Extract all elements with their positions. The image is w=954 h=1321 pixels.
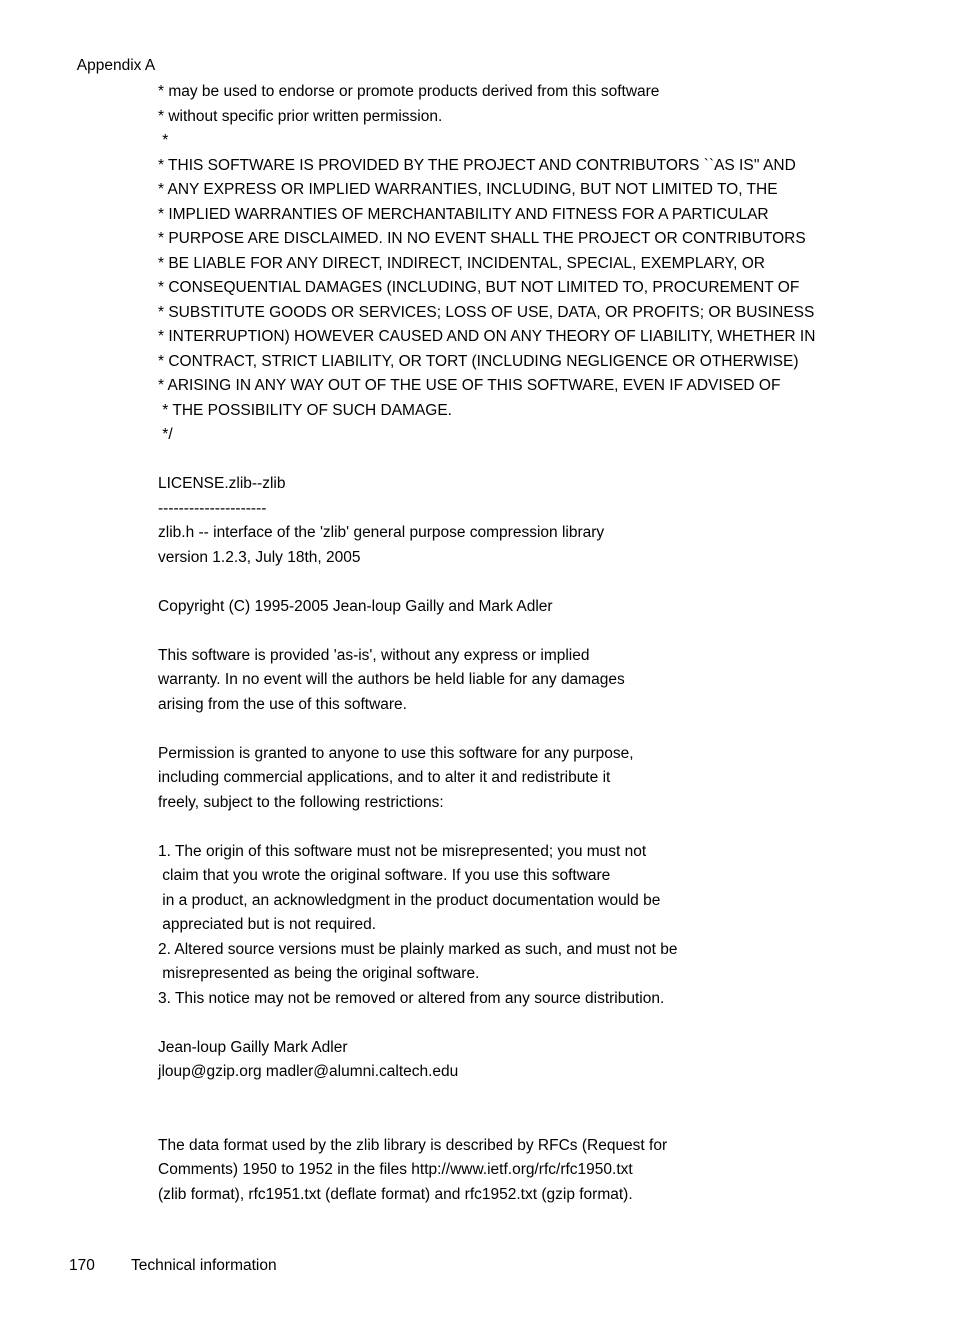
footer-section-title: Technical information — [131, 1257, 277, 1274]
text-line: Permission is granted to anyone to use this software for any purpose, — [158, 744, 634, 762]
blank-line — [158, 619, 918, 644]
blank-line — [158, 1109, 918, 1134]
text-line: * — [158, 132, 169, 149]
header-section-title: Appendix A — [76, 57, 156, 74]
author-names: Jean-loup Gailly Mark Adler — [158, 1038, 348, 1056]
blank-line — [158, 1011, 918, 1036]
restriction-item: 2. Altered source versions must be plainly marked as such, and must not be — [158, 940, 678, 958]
text-line: * IMPLIED WARRANTIES OF MERCHANTABILITY AND FITNESS FOR A PARTICULAR — [158, 205, 769, 223]
restriction-item: 1. The origin of this software must not be misrepresented; you must not — [158, 842, 647, 860]
text-line: warranty. In no event will the authors be held liable for any damages — [158, 671, 625, 688]
text-line: * BE LIABLE FOR ANY DIRECT, INDIRECT, INCIDENTAL, SPECIAL, EXEMPLARY, OR — [158, 254, 765, 272]
text-line: freely, subject to the following restrictions: — [158, 793, 444, 811]
restriction-item: 3. This notice may not be removed or altered from any source distribution. — [158, 989, 665, 1007]
text-line: This software is provided 'as-is', without any express or implied — [158, 646, 590, 664]
text-line: claim that you wrote the original software. If you use this software — [158, 867, 611, 884]
text-line: * without specific prior written permission. — [158, 107, 443, 125]
text-line: * PURPOSE ARE DISCLAIMED. IN NO EVENT SHALL THE PROJECT OR CONTRIBUTORS — [158, 230, 806, 247]
text-line: * ARISING IN ANY WAY OUT OF THE USE OF THIS SOFTWARE, EVEN IF ADVISED OF — [158, 377, 781, 394]
text-line: * THE POSSIBILITY OF SUCH DAMAGE. — [158, 401, 452, 419]
copyright-line: Copyright (C) 1995-2005 Jean-loup Gailly and Mark Adler — [158, 597, 553, 615]
text-line: * ANY EXPRESS OR IMPLIED WARRANTIES, INCLUDING, BUT NOT LIMITED TO, THE — [158, 181, 778, 198]
text-line: * SUBSTITUTE GOODS OR SERVICES; LOSS OF USE, DATA, OR PROFITS; OR BUSINESS — [158, 303, 815, 321]
text-line: * THIS SOFTWARE IS PROVIDED BY THE PROJECT AND CONTRIBUTORS ``AS IS'' AND — [158, 156, 796, 174]
author-emails: jloup@gzip.org madler@alumni.caltech.edu — [158, 1063, 459, 1080]
text-line: * CONTRACT, STRICT LIABILITY, OR TORT (INCLUDING NEGLIGENCE OR OTHERWISE) — [158, 352, 799, 370]
text-line: including commercial applications, and to alter it and redistribute it — [158, 769, 611, 786]
running-header — [69, 36, 155, 76]
text-line: in a product, an acknowledgment in the product documentation would be — [158, 891, 661, 909]
text-line: arising from the use of this software. — [158, 695, 407, 713]
text-line: * CONSEQUENTIAL DAMAGES (INCLUDING, BUT NOT LIMITED TO, PROCUREMENT OF — [158, 279, 800, 296]
blank-line — [158, 570, 918, 595]
heading-underline: --------------------- — [158, 499, 267, 517]
text-line: The data format used by the zlib library is described by RFCs (Request for — [158, 1136, 668, 1154]
blank-line — [158, 1085, 918, 1110]
text-line: misrepresented as being the original software. — [158, 965, 480, 982]
text-line: version 1.2.3, July 18th, 2005 — [158, 548, 361, 566]
text-line: (zlib format), rfc1951.txt (deflate format) and rfc1952.txt (gzip format). — [158, 1185, 633, 1203]
blank-line — [158, 717, 918, 742]
page-number: 170 — [69, 1257, 95, 1274]
text-line: * INTERRUPTION) HOWEVER CAUSED AND ON ANY THEORY OF LIABILITY, WHETHER IN — [158, 328, 816, 345]
text-line: * may be used to endorse or promote products derived from this software — [158, 83, 660, 100]
text-line: zlib.h -- interface of the 'zlib' general purpose compression library — [158, 524, 605, 541]
text-line: */ — [158, 426, 173, 443]
license-text-body — [158, 80, 918, 1207]
blank-line — [158, 815, 918, 840]
page-footer — [69, 1256, 277, 1276]
text-line: Comments) 1950 to 1952 in the files http://www.ietf.org/rfc/rfc1950.txt — [158, 1161, 633, 1178]
blank-line — [158, 448, 918, 473]
text-line: appreciated but is not required. — [158, 916, 376, 933]
license-heading: LICENSE.zlib--zlib — [158, 475, 286, 492]
